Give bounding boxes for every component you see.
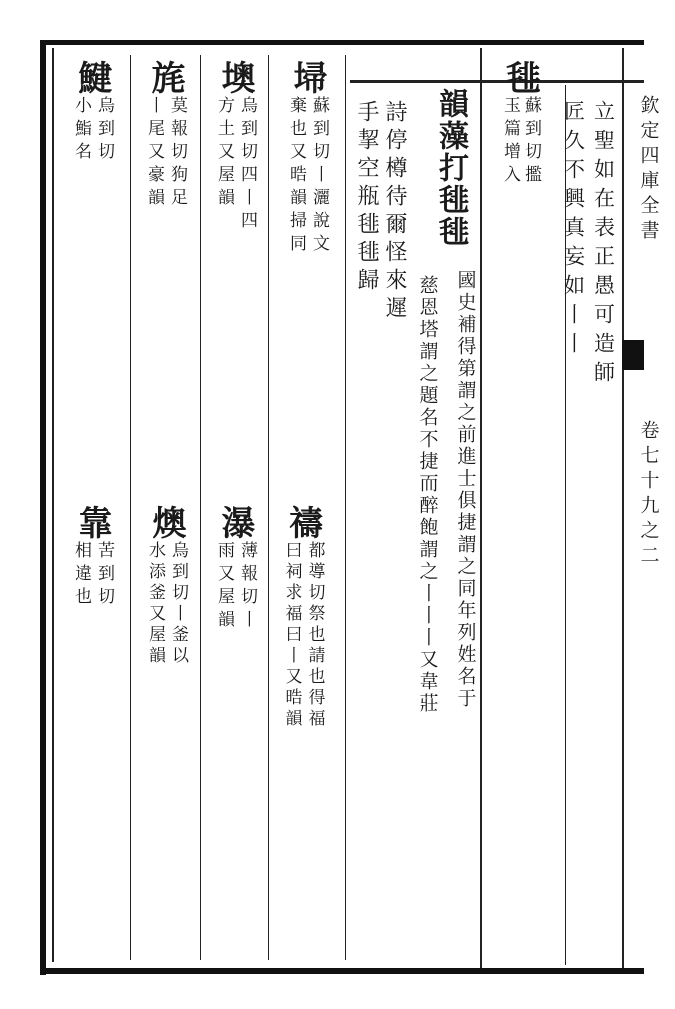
headword: 埽 <box>287 60 327 96</box>
gloss-left: 小鮨名 <box>71 96 91 165</box>
gloss-left: 丨尾又豪韻 <box>144 96 164 211</box>
text-column-5 <box>350 100 410 324</box>
entry-headword-column <box>58 60 126 165</box>
gloss-right: 烏到切 <box>94 96 114 165</box>
gloss-right: 烏到切四丨四 <box>237 96 257 234</box>
annotation-column-b <box>412 275 442 715</box>
gloss-right: 莫報切狗足 <box>167 96 187 211</box>
gloss-right: 都導切祭也請也得福 <box>304 541 325 730</box>
volume-label-text: 卷七十九之二 <box>637 420 660 570</box>
gloss-right: 苦到切 <box>94 541 114 610</box>
gloss-right: 薄報切丨 <box>237 541 257 633</box>
gloss-right: 蘇到切丨灑說文 <box>309 96 329 257</box>
gloss-right: 烏到切丨釜以 <box>168 541 188 667</box>
entry-headword-column <box>58 505 126 610</box>
entry-headword-column <box>204 505 266 633</box>
fold-block-mark <box>622 340 644 370</box>
text-column-2 <box>556 100 590 361</box>
gloss-right: 蘇到切㩜 <box>521 96 541 188</box>
entry-headword-column <box>134 60 196 211</box>
volume-label <box>628 420 668 570</box>
entry-headword-column <box>204 60 266 234</box>
gloss-left: 棄也又晧韻掃同 <box>286 96 306 257</box>
headword: 禱 <box>282 505 323 541</box>
poem-line: 詩停樽待爾怪來遲 <box>382 100 407 324</box>
annotation-column-a <box>450 270 480 710</box>
entry-headword-column <box>134 505 198 667</box>
annotation-text: 慈恩塔謂之題名不捷而醉飽謂之丨丨丨又韋莊 <box>416 275 439 715</box>
gloss-left: 方土又屋韻 <box>214 96 234 211</box>
entry-headword-column <box>272 60 342 257</box>
gloss-left: 相違也 <box>71 541 91 610</box>
inner-left-rule <box>52 48 54 962</box>
gloss-left: 曰祠求福曰丨又晧韻 <box>281 541 302 730</box>
headword: 鰎 <box>72 60 112 96</box>
gloss-left: 雨又屋韻 <box>214 541 234 633</box>
divider-3 <box>200 55 201 960</box>
column-text: 匠久不興真妄如丨丨 <box>561 100 586 361</box>
headword: 墺 <box>215 60 255 96</box>
divider-4 <box>130 55 131 960</box>
frame-bottom <box>40 968 644 974</box>
headword: 燠 <box>146 505 186 541</box>
headword: 韻藻打毴毴 <box>433 88 468 248</box>
annotation-text: 國史補得第謂之前進士俱捷謂之同年列姓名于 <box>454 270 477 710</box>
side-label-text: 欽定四庫全書 <box>637 95 660 245</box>
entry-headword-column <box>410 88 490 248</box>
headword: 瀑 <box>215 505 255 541</box>
poem-line: 手挈空瓶毴毴歸 <box>354 100 379 296</box>
entry-headword-column <box>265 505 340 730</box>
gloss-left: 玉篇增入 <box>500 96 520 188</box>
divider-5 <box>345 55 346 960</box>
text-column-1 <box>586 100 620 390</box>
headword: 靠 <box>72 505 112 541</box>
entry-headword-column <box>490 60 550 188</box>
fold-right-rule <box>622 48 624 968</box>
gloss-left: 水添釜又屋韻 <box>145 541 165 667</box>
frame-top <box>40 40 644 45</box>
headword: 毴 <box>500 60 540 96</box>
column-text: 立聖如在表正愚可造師 <box>591 100 616 390</box>
frame-left <box>40 40 46 975</box>
headword: 旄 <box>145 60 185 96</box>
side-label <box>628 95 668 245</box>
